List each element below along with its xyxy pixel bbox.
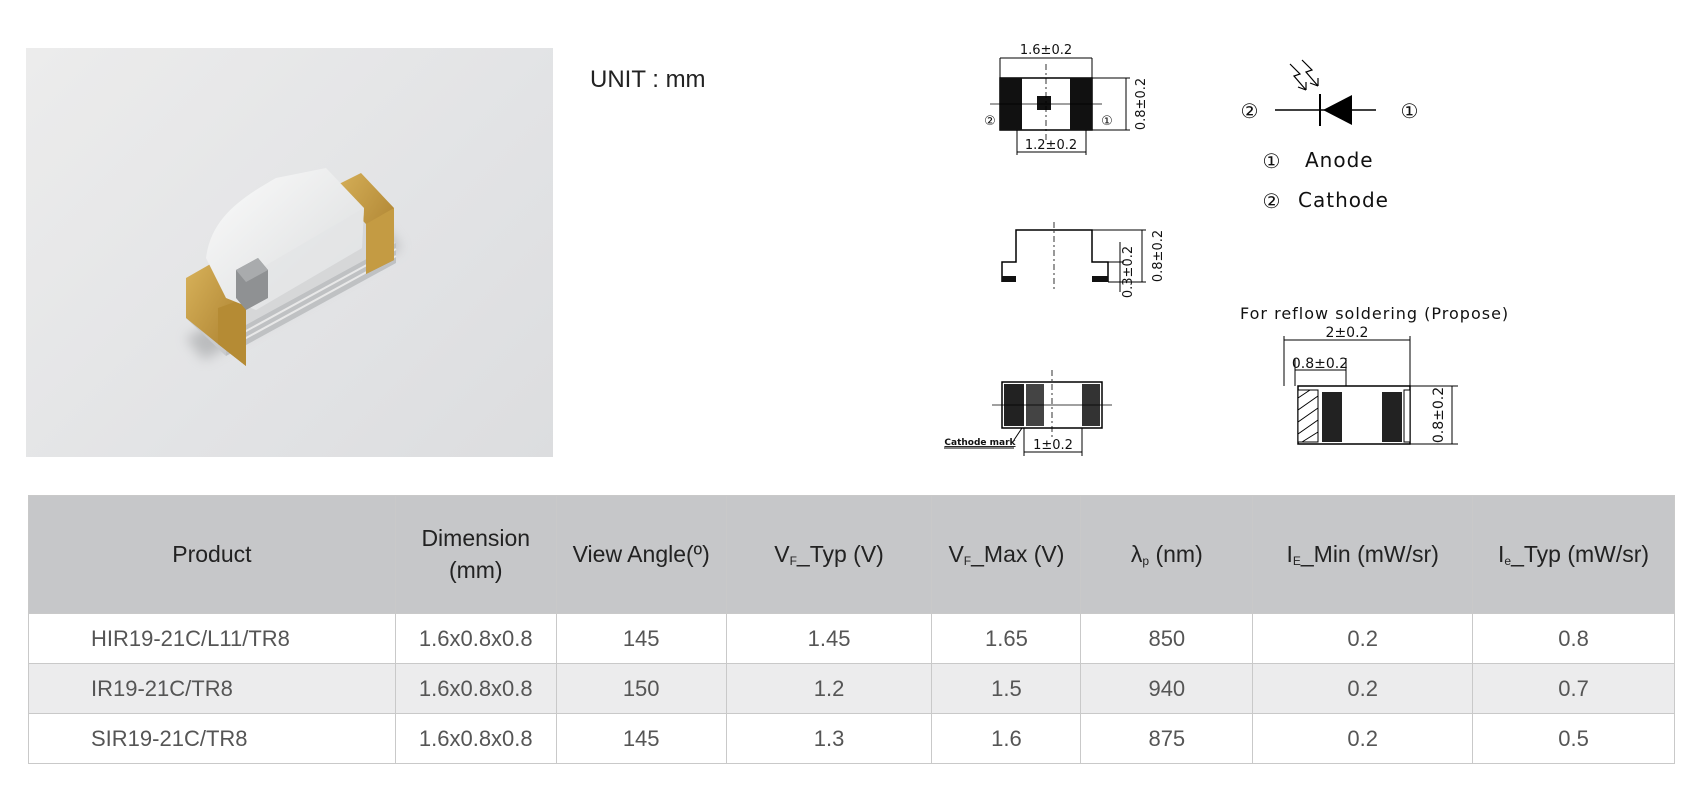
product-cell[interactable]: SIR19-21C/TR8: [29, 714, 396, 764]
vf-max-cell: 1.65: [932, 614, 1081, 664]
cathode-number: ②: [1262, 189, 1282, 213]
top-height-dim: 0.8±0.2: [1134, 77, 1149, 131]
vf-typ-cell: 1.3: [726, 714, 932, 764]
header-peak-wavelength[interactable]: $\lambda_p$ (nm): [1081, 496, 1253, 614]
wavelength-cell: 940: [1081, 664, 1253, 714]
side-height-dim: 0.8±0.2: [1151, 229, 1166, 283]
header-ie-typ[interactable]: $I_e\_Typ$ (mW/sr): [1473, 496, 1675, 614]
dimension-cell: 1.6x0.8x0.8: [395, 614, 556, 664]
reflow-pad-dim: 0.8±0.2: [1291, 356, 1349, 372]
product-cell[interactable]: HIR19-21C/L11/TR8: [29, 614, 396, 664]
view-angle-cell: 150: [556, 664, 726, 714]
unit-label: UNIT : mm: [590, 66, 706, 93]
cathode-mark-label: Cathode mark: [944, 438, 1016, 448]
side-view-drawing: [1002, 222, 1166, 298]
ie-typ-cell: 0.8: [1473, 614, 1675, 664]
table-header-row: [29, 496, 1675, 614]
top-width-dim: 1.6±0.2: [1019, 43, 1073, 58]
ie-min-cell: 0.2: [1253, 614, 1473, 664]
spec-table: [28, 495, 1675, 764]
ie-typ-cell: 0.7: [1473, 664, 1675, 714]
reflow-height-dim: 0.8±0.2: [1431, 386, 1447, 444]
wavelength-cell: 875: [1081, 714, 1253, 764]
top-pin-2: ②: [984, 114, 996, 129]
cathode-label: Cathode: [1298, 188, 1389, 212]
reflow-width-dim: 2±0.2: [1325, 325, 1369, 341]
symbol-pin-2: ②: [1240, 99, 1260, 123]
anode-number: ①: [1262, 149, 1282, 173]
dimension-cell: 1.6x0.8x0.8: [395, 714, 556, 764]
header-product[interactable]: Product: [29, 496, 396, 614]
bottom-view-drawing: [944, 370, 1112, 456]
symbol-pin-1: ①: [1400, 99, 1420, 123]
ie-typ-cell: 0.5: [1473, 714, 1675, 764]
diode-symbol: [1241, 60, 1420, 213]
vf-typ-cell: 1.45: [726, 614, 932, 664]
top-pin-1: ①: [1101, 114, 1113, 129]
table-row[interactable]: [29, 714, 1675, 764]
top-view-drawing: [984, 43, 1149, 155]
vf-max-cell: 1.5: [932, 664, 1081, 714]
top-inner-dim: 1.2±0.2: [1024, 138, 1078, 153]
dimension-cell: 1.6x0.8x0.8: [395, 664, 556, 714]
ie-min-cell: 0.2: [1253, 714, 1473, 764]
header-dimension[interactable]: Dimension (mm): [395, 496, 556, 614]
header-ie-min[interactable]: $I_E\_Min$ (mW/sr): [1253, 496, 1473, 614]
table-row[interactable]: [29, 614, 1675, 664]
anode-label: Anode: [1305, 148, 1374, 172]
vf-typ-cell: 1.2: [726, 664, 932, 714]
bottom-pad-dim: 1±0.2: [1033, 438, 1073, 453]
wavelength-cell: 850: [1081, 614, 1253, 664]
header-view-angle[interactable]: View Angle(º): [556, 496, 726, 614]
header-vf-max[interactable]: $V_F\_Max$ (V): [932, 496, 1081, 614]
view-angle-cell: 145: [556, 714, 726, 764]
view-angle-cell: 145: [556, 614, 726, 664]
table-row[interactable]: [29, 664, 1675, 714]
reflow-footprint-drawing: [1240, 304, 1509, 444]
header-vf-typ[interactable]: $V_F\_Typ$ (V): [726, 496, 932, 614]
reflow-title: For reflow soldering (Propose): [1240, 304, 1510, 323]
side-lead-dim: 0.3±0.2: [1121, 245, 1136, 299]
vf-max-cell: 1.6: [932, 714, 1081, 764]
ie-min-cell: 0.2: [1253, 664, 1473, 714]
product-cell[interactable]: IR19-21C/TR8: [29, 664, 396, 714]
